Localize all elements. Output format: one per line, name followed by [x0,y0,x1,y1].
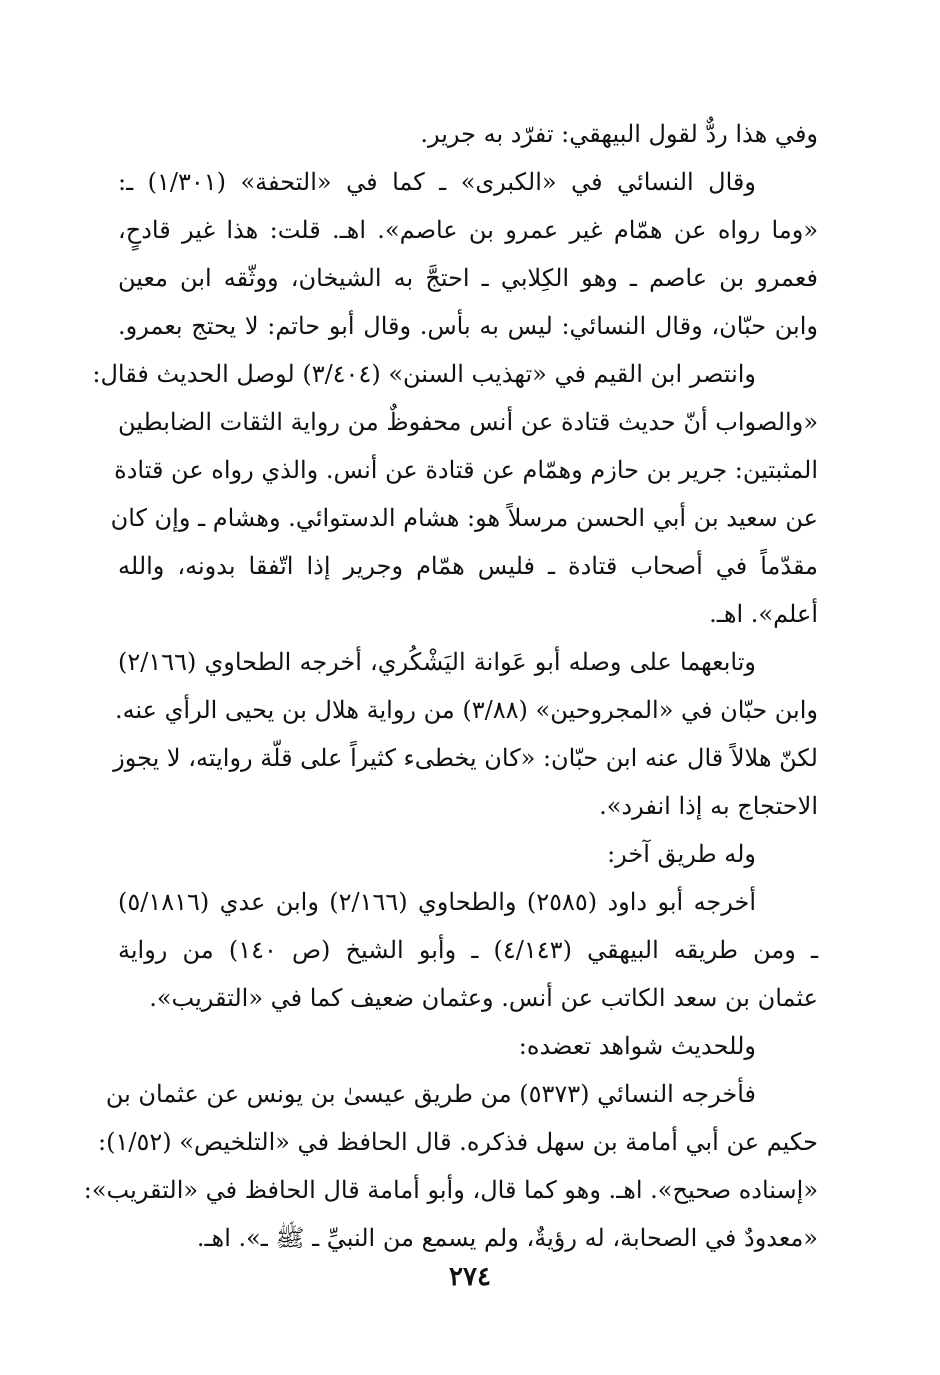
text-line: وفي هذا ردٌّ لقول البيهقي: تفرّد به جرير. [420,120,818,148]
text-line: وله طريق آخر: [607,840,756,868]
text-line: وانتصر ابن القيم في «تهذيب السنن» (٣/٤٠٤) لوصل الحديث فقال: [92,360,756,388]
text-line: أعلم». اهـ. [709,600,818,628]
text-line: وابن حبّان، وقال النسائي: ليس به بأس. وقال أبو حاتم: لا يحتج بعمرو. [118,312,818,340]
text-line: وقال النسائي في «الكبرى» ـ كما في «التحفة» (١/٣٠١) ـ: [118,168,756,196]
text-line: الاحتجاج به إذا انفرد». [599,792,818,820]
text-line: المثبتين: جرير بن حازم وهمّام عن قتادة عن أنس. والذي رواه عن قتادة [114,456,818,484]
text-line: «وما رواه عن همّام غير عمرو بن عاصم». اهـ. قلت: هذا غير قادحٍ، [118,216,818,244]
text-line: «والصواب أنّ حديث قتادة عن أنس محفوظٌ من رواية الثقات الضابطين [118,408,818,436]
text-line: «إسناده صحيح». اهـ. وهو كما قال، وأبو أمامة قال الحافظ في «التقريب»: [83,1176,818,1204]
page-number: ٢٧٤ [449,1262,491,1292]
page-body [83,110,819,1262]
text-line: ـ ومن طريقه البيهقي (٤/١٤٣) ـ وأبو الشيخ (ص ١٤٠) من رواية [118,936,819,964]
text-line: لكنّ هلالاً قال عنه ابن حبّان: «كان يخطىء كثيراً على قلّة روايته، لا يجوز [113,744,818,772]
text-line: وتابعهما على وصله أبو عَوانة اليَشْكُري، أخرجه الطحاوي (٢/١٦٦) [118,648,756,676]
text-line: عن سعيد بن أبي الحسن مرسلاً هو: هشام الدستوائي. وهشام ـ وإن كان [110,504,818,532]
text-line: فأخرجه النسائي (٥٣٧٣) من طريق عيسىٰ بن يونس عن عثمان بن [105,1080,756,1108]
text-line: حكيم عن أبي أمامة بن سهل فذكره. قال الحافظ في «التلخيص» (١/٥٢): [98,1128,818,1156]
text-line: وابن حبّان في «المجروحين» (٣/٨٨) من رواية هلال بن يحيى الرأي عنه. [114,696,818,724]
text-line: أخرجه أبو داود (٢٥٨٥) والطحاوي (٢/١٦٦) وابن عدي (٥/١٨١٦) [118,888,757,916]
text-line: «معدودٌ في الصحابة، له رؤيةٌ، ولم يسمع من النبيِّ ـ ﷺ ـ». اهـ. [196,1224,818,1252]
text-line: عثمان بن سعد الكاتب عن أنس. وعثمان ضعيف كما في «التقريب». [149,984,818,1012]
text-line: مقدّماً في أصحاب قتادة ـ فليس همّام وجرير إذا اتّفقا بدونه، والله [118,552,818,580]
text-line: فعمرو بن عاصم ـ وهو الكِلابي ـ احتجَّ به الشيخان، ووثّقه ابن معين [118,264,818,292]
text-line: وللحديث شواهد تعضده: [518,1032,756,1060]
